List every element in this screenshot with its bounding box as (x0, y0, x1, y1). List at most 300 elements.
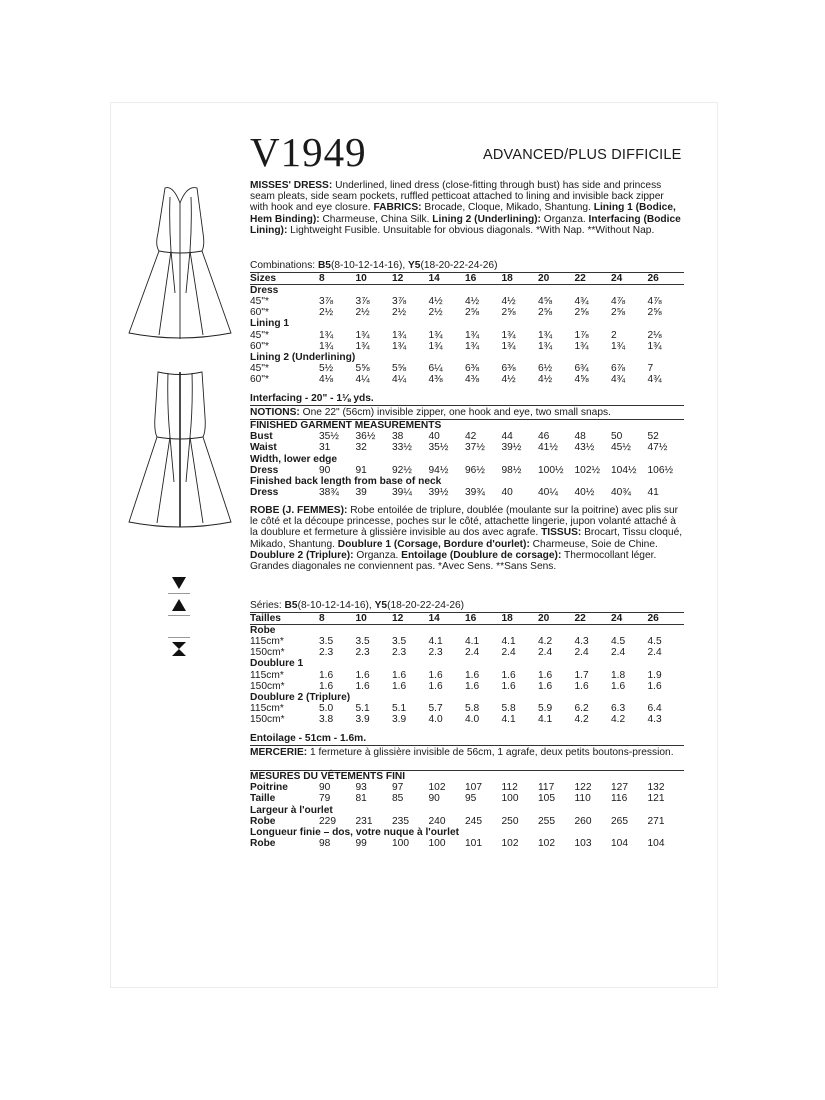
table-cell: 4¼ (355, 374, 370, 386)
section-title-row (250, 692, 684, 703)
table-cell: 3.5 (355, 636, 370, 648)
table-cell: 98½ (501, 464, 522, 476)
table-cell: 106½ (647, 464, 673, 476)
table-cell: 112 (501, 782, 518, 794)
table-cell: 4½ (428, 296, 443, 308)
row-label: Dress (250, 464, 279, 476)
table-cell: 1.6 (538, 680, 553, 692)
table-cell: 121 (647, 793, 665, 805)
dress-front-sketch (125, 183, 235, 343)
hourglass-icon (168, 638, 190, 660)
table-cell: 4.5 (647, 636, 662, 648)
table-cell: 32 (355, 442, 367, 454)
table-cell: 35½ (319, 431, 339, 443)
table-cell: 2.4 (647, 647, 662, 659)
table-cell: 1.6 (538, 669, 553, 681)
table-cell: 40¾ (611, 487, 631, 499)
size-header-label: Sizes (250, 273, 319, 285)
difficulty-level: ADVANCED/PLUS DIFFICILE (483, 147, 682, 163)
pattern-number: V1949 (250, 129, 367, 175)
size-header: 8 (319, 613, 356, 625)
table-cell: 1¾ (428, 329, 443, 341)
table-cell: 2⅝ (465, 307, 480, 319)
size-header-row (250, 613, 684, 625)
section-title-row (250, 771, 684, 782)
size-header: 26 (648, 273, 685, 285)
size-header: 20 (538, 613, 575, 625)
section-title: Doublure 2 (Triplure) (250, 692, 351, 704)
table-cell: 4.0 (428, 714, 443, 726)
table-cell: 4.1 (501, 714, 516, 726)
table-cell: 1¾ (428, 340, 443, 352)
section-title: Lining 2 (Underlining) (250, 352, 356, 364)
arrow-down-icon (168, 572, 190, 594)
table-row (250, 647, 684, 658)
description-french: ROBE (J. FEMMES): Robe entoilée de triplure, doublée (moulante sur la poitrine) avec plis sur le côté et la découpe princesse, poches sur le côté, attachette lingerie, jupon volanté attaché à la doublure et fermeture à glissière invisible au dos avec agrafe. TISSUS: Brocart, Tissu cloqué, Mikado, Shantung. Doublure 1 (Corsage, Bordure d'ourlet): Charmeuse, Soie de Chine. Doublure 2 (Triplure): Organza. Entoilage (Doublure de corsage): Thermocollant léger. Grandes diagonales ne conviennent pas. *Avec Sens. **Sans Sens. (250, 505, 683, 573)
table-cell: 2½ (319, 307, 334, 319)
table-cell: 50 (611, 431, 623, 443)
size-header: 12 (392, 613, 429, 625)
section-title-row (250, 805, 684, 816)
row-label: Dress (250, 487, 279, 499)
table-row (250, 782, 684, 793)
table-cell: 2.4 (574, 647, 589, 659)
table-cell: 6¾ (574, 363, 589, 375)
table-cell: 2.3 (428, 647, 443, 659)
size-header: 10 (356, 613, 393, 625)
table-cell: 6⅜ (465, 363, 480, 375)
table-cell: 1.7 (574, 669, 589, 681)
table-cell: 3⅞ (392, 296, 407, 308)
table-cell: 6.4 (647, 703, 662, 715)
table-cell: 39¾ (465, 487, 485, 499)
blank-square (168, 616, 190, 638)
row-label: 150cm* (250, 647, 285, 659)
combinations-french: Séries: B5(8-10-12-14-16), Y5(18-20-22-24-26) (250, 600, 465, 611)
table-cell: 5⅝ (355, 363, 370, 375)
table-cell: 38¾ (319, 487, 339, 499)
combinations-english: Combinations: B5(8-10-12-14-16), Y5(18-20-22-24-26) (250, 260, 498, 271)
table-cell: 4.2 (574, 714, 589, 726)
row-label: 45"* (250, 296, 269, 308)
table-cell: 102 (501, 838, 519, 850)
interfacing-english: Interfacing - 20" - 1⅛ yds. (250, 393, 374, 404)
table-cell: 4⅜ (465, 374, 480, 386)
table-row (250, 681, 684, 692)
table-cell: 4.1 (428, 636, 443, 648)
finished-measurements-english (250, 420, 684, 498)
section-title: Largeur à l'ourlet (250, 804, 333, 816)
table-cell: 3.5 (392, 636, 407, 648)
size-header: 16 (465, 273, 502, 285)
table-row (250, 636, 684, 647)
row-label: 115cm* (250, 703, 284, 715)
notions-english: NOTIONS: One 22" (56cm) invisible zipper, one hook and eye, two small snaps. (250, 407, 611, 418)
table-cell: 33½ (392, 442, 412, 454)
table-cell: 132 (647, 782, 665, 794)
table-cell: 2⅝ (538, 307, 553, 319)
table-row (250, 296, 684, 307)
table-cell: 5.0 (319, 703, 334, 715)
table-cell: 1.6 (428, 669, 443, 681)
table-cell: 1.9 (647, 669, 662, 681)
section-title-row (250, 318, 684, 329)
divider (250, 405, 684, 406)
table-cell: 1.6 (647, 680, 662, 692)
table-cell: 7 (647, 363, 654, 375)
table-cell: 4.3 (647, 714, 662, 726)
table-cell: 1.6 (319, 669, 334, 681)
table-cell: 37½ (465, 442, 485, 454)
table-row (250, 487, 684, 498)
table-cell: 250 (501, 815, 519, 827)
table-cell: 31 (319, 442, 331, 454)
notions-french: MERCERIE: 1 fermeture à glissière invisible de 56cm, 1 agrafe, deux petits boutons-pression. (250, 747, 674, 758)
table-cell: 3⅞ (319, 296, 334, 308)
table-cell: 1⅞ (574, 329, 589, 341)
table-cell: 2⅝ (501, 307, 516, 319)
table-cell: 107 (465, 782, 482, 794)
table-cell: 116 (611, 793, 628, 805)
section-title: Doublure 1 (250, 658, 304, 670)
table-cell: 1.6 (319, 680, 334, 692)
table-cell: 2⅛ (647, 329, 662, 341)
table-row (250, 341, 684, 352)
yardage-table-french (250, 612, 684, 726)
section-title-row (250, 420, 684, 431)
table-cell: 1¾ (574, 340, 589, 352)
table-cell: 100 (392, 838, 409, 850)
table-cell: 6.3 (611, 703, 626, 715)
table-cell: 44 (501, 431, 513, 443)
table-cell: 1¾ (465, 340, 480, 352)
row-label: Poitrine (250, 782, 288, 794)
table-cell: 102½ (574, 464, 600, 476)
table-cell: 1.6 (501, 669, 516, 681)
table-cell: 4⅝ (574, 374, 589, 386)
table-cell: 90 (319, 782, 331, 794)
table-cell: 39 (355, 487, 367, 499)
table-cell: 4.2 (538, 636, 553, 648)
table-cell: 38 (392, 431, 404, 443)
table-cell: 6½ (538, 363, 553, 375)
table-cell: 1¾ (392, 340, 407, 352)
table-cell: 1.6 (574, 680, 589, 692)
table-row (250, 670, 684, 681)
table-cell: 2½ (428, 307, 443, 319)
table-row (250, 465, 684, 476)
table-cell: 102 (428, 782, 446, 794)
table-row (250, 307, 684, 318)
table-cell: 4⅝ (538, 296, 553, 308)
layout-symbols (168, 572, 190, 660)
table-cell: 103 (574, 838, 592, 850)
table-cell: 41 (647, 487, 659, 499)
table-cell: 5.9 (538, 703, 553, 715)
row-label: Waist (250, 442, 277, 454)
table-cell: 1.6 (355, 669, 370, 681)
table-cell: 5.8 (501, 703, 516, 715)
table-row (250, 442, 684, 453)
table-cell: 5.7 (428, 703, 443, 715)
size-header: 22 (575, 273, 612, 285)
table-cell: 96½ (465, 464, 485, 476)
row-label: 60"* (250, 340, 269, 352)
table-cell: 1¾ (647, 340, 662, 352)
size-header: 12 (392, 273, 429, 285)
table-cell: 5⅝ (392, 363, 407, 375)
table-cell: 5.8 (465, 703, 480, 715)
interfacing-french: Entoilage - 51cm - 1.6m. (250, 733, 367, 744)
dress-back-sketch (125, 367, 235, 532)
table-cell: 97 (392, 782, 404, 794)
table-cell: 4½ (501, 296, 516, 308)
table-cell: 90 (428, 793, 440, 805)
row-label: 115cm* (250, 669, 284, 681)
table-cell: 229 (319, 815, 336, 827)
table-cell: 42 (465, 431, 477, 443)
table-cell: 1.6 (355, 680, 370, 692)
table-cell: 104½ (611, 464, 637, 476)
table-cell: 6⅜ (501, 363, 516, 375)
section-title-row (250, 658, 684, 669)
table-cell: 100 (428, 838, 446, 850)
section-title: Lining 1 (250, 318, 290, 330)
section-title: Dress (250, 285, 279, 296)
table-cell: 93 (355, 782, 367, 794)
table-row (250, 363, 684, 374)
table-cell: 1¾ (538, 340, 553, 352)
table-cell: 2½ (392, 307, 407, 319)
table-cell: 4½ (465, 296, 480, 308)
table-cell: 265 (611, 815, 628, 827)
table-cell: 1¾ (319, 340, 334, 352)
table-cell: 1.6 (428, 680, 443, 692)
table-cell: 1.6 (392, 680, 407, 692)
table-cell: 36½ (355, 431, 376, 443)
table-cell: 255 (538, 815, 555, 827)
size-header: 24 (611, 613, 648, 625)
table-cell: 104 (647, 838, 665, 850)
table-cell: 2.3 (319, 647, 334, 659)
table-cell: 127 (611, 782, 628, 794)
table-cell: 4⅜ (428, 374, 443, 386)
table-cell: 47½ (647, 442, 668, 454)
size-header: 14 (429, 613, 466, 625)
table-cell: 101 (465, 838, 482, 850)
table-cell: 260 (574, 815, 592, 827)
table-cell: 4½ (501, 374, 516, 386)
table-cell: 2.4 (538, 647, 553, 659)
table-cell: 104 (611, 838, 628, 850)
size-header: 18 (502, 273, 539, 285)
table-cell: 1¾ (501, 340, 516, 352)
section-title-row (250, 285, 684, 297)
table-cell: 2.4 (611, 647, 626, 659)
table-cell: 240 (428, 815, 446, 827)
table-row (250, 714, 684, 725)
table-cell: 6¼ (428, 363, 443, 375)
table-cell: 98 (319, 838, 331, 850)
table-cell: 100 (501, 793, 519, 805)
section-title: Robe (250, 625, 276, 636)
description-english: MISSES' DRESS: Underlined, lined dress (close-fitting through bust) has side and princess seam pleats, side seam pockets, ruffled petticoat attached to lining and invisible back zipper with hook and eye closure. FABRICS: Brocade, Cloque, Mikado, Shantung. Lining 1 (Bodice, Hem Binding): Charmeuse, China Silk. Lining 2 (Underlining): Organza. Interfacing (Bodice Lining): Lightweight Fusible. Unsuitable for obvious diagonals. *With Nap. **Without Nap. (250, 180, 681, 236)
table-cell: 52 (647, 431, 659, 443)
table-cell: 46 (538, 431, 550, 443)
table-cell: 122 (574, 782, 592, 794)
table-cell: 2⅝ (611, 307, 626, 319)
table-cell: 40¼ (538, 487, 558, 499)
table-cell: 1¾ (538, 329, 553, 341)
table-cell: 39½ (501, 442, 522, 454)
table-cell: 4⅞ (611, 296, 626, 308)
table-cell: 1.6 (392, 669, 407, 681)
table-cell: 2.3 (392, 647, 407, 659)
table-row (250, 816, 684, 827)
size-header: 20 (538, 273, 575, 285)
yardage-table-english (250, 272, 684, 386)
table-cell: 4.5 (611, 636, 626, 648)
table-cell: 2.3 (355, 647, 370, 659)
table-cell: 2 (611, 329, 617, 341)
table-cell: 2.4 (465, 647, 480, 659)
row-label: 150cm* (250, 714, 285, 726)
section-title-row (250, 827, 684, 838)
table-cell: 4⅛ (319, 374, 334, 386)
table-row (250, 330, 684, 341)
table-cell: 2.4 (501, 647, 516, 659)
table-cell: 105 (538, 793, 555, 805)
table-cell: 1¾ (501, 329, 516, 341)
table-cell: 5½ (319, 363, 334, 375)
table-cell: 1¾ (611, 340, 626, 352)
table-cell: 4⅞ (647, 296, 662, 308)
table-cell: 2½ (355, 307, 370, 319)
table-cell: 1¾ (355, 329, 370, 341)
size-header: 24 (611, 273, 648, 285)
section-title: MESURES DU VÊTEMENTS FINI (250, 771, 406, 783)
table-row (250, 703, 684, 714)
section-title: Longueur finie – dos, votre nuque à l'ourlet (250, 827, 460, 839)
row-label: 60"* (250, 307, 269, 319)
table-cell: 4.1 (538, 714, 553, 726)
table-cell: 2⅝ (574, 307, 589, 319)
size-header: 16 (465, 613, 502, 625)
table-cell: 2⅝ (647, 307, 662, 319)
table-cell: 4¾ (574, 296, 589, 308)
row-label: Bust (250, 431, 273, 443)
table-cell: 5.1 (355, 703, 370, 715)
table-cell: 39¼ (392, 487, 412, 499)
size-header: 14 (429, 273, 466, 285)
table-cell: 117 (538, 782, 555, 794)
size-header-row (250, 273, 684, 285)
size-header: 10 (356, 273, 393, 285)
table-cell: 40½ (574, 487, 595, 499)
table-cell: 4.1 (501, 636, 516, 648)
table-row (250, 838, 684, 849)
table-cell: 94½ (428, 464, 449, 476)
section-title: FINISHED GARMENT MEASUREMENTS (250, 420, 442, 432)
table-cell: 4½ (538, 374, 553, 386)
table-cell: 1¾ (319, 329, 334, 341)
table-cell: 6.2 (574, 703, 589, 715)
table-cell: 4.0 (465, 714, 480, 726)
table-cell: 4.3 (574, 636, 589, 648)
table-cell: 4¾ (611, 374, 626, 386)
table-cell: 3.8 (319, 714, 334, 726)
table-cell: 5.1 (392, 703, 407, 715)
table-cell: 48 (574, 431, 586, 443)
divider (250, 745, 684, 746)
table-cell: 45½ (611, 442, 631, 454)
table-cell: 1.6 (465, 680, 480, 692)
table-cell: 1.8 (611, 669, 626, 681)
table-cell: 4¼ (392, 374, 407, 386)
table-cell: 4¾ (647, 374, 662, 386)
table-cell: 95 (465, 793, 477, 805)
table-cell: 39½ (428, 487, 449, 499)
row-label: Robe (250, 815, 276, 827)
table-row (250, 793, 684, 804)
table-cell: 1¾ (392, 329, 407, 341)
row-label: Taille (250, 793, 276, 805)
section-title-row (250, 476, 684, 487)
size-header: 8 (319, 273, 356, 285)
section-title: Finished back length from base of neck (250, 476, 442, 488)
row-label: 60"* (250, 374, 269, 386)
table-cell: 231 (355, 815, 373, 827)
arrow-up-icon (168, 594, 190, 616)
section-title-row (250, 352, 684, 363)
table-cell: 1¾ (465, 329, 480, 341)
section-title: Width, lower edge (250, 453, 338, 465)
table-cell: 102 (538, 838, 555, 850)
section-title-row (250, 625, 684, 637)
table-cell: 271 (647, 815, 665, 827)
row-label: Robe (250, 838, 276, 850)
table-cell: 3.5 (319, 636, 334, 648)
table-cell: 92½ (392, 464, 412, 476)
table-cell: 90 (319, 464, 331, 476)
table-cell: 3.9 (355, 714, 370, 726)
size-header-label: Tailles (250, 613, 319, 625)
table-cell: 245 (465, 815, 482, 827)
table-cell: 1.6 (611, 680, 626, 692)
table-cell: 1¾ (355, 340, 370, 352)
table-cell: 40 (501, 487, 513, 499)
table-cell: 99 (355, 838, 367, 850)
table-cell: 1.6 (501, 680, 516, 692)
table-cell: 81 (355, 793, 367, 805)
table-cell: 43½ (574, 442, 595, 454)
section-title-row (250, 454, 684, 465)
row-label: 115cm* (250, 636, 284, 648)
table-cell: 4.1 (465, 636, 480, 648)
table-cell: 100½ (538, 464, 564, 476)
table-cell: 91 (355, 464, 367, 476)
table-row (250, 431, 684, 442)
size-header: 26 (648, 613, 685, 625)
table-cell: 41½ (538, 442, 558, 454)
table-cell: 85 (392, 793, 404, 805)
row-label: 150cm* (250, 680, 285, 692)
row-label: 45"* (250, 363, 269, 375)
size-header: 18 (502, 613, 539, 625)
size-header: 22 (575, 613, 612, 625)
table-cell: 1.6 (465, 669, 480, 681)
finished-measurements-french (250, 771, 684, 849)
